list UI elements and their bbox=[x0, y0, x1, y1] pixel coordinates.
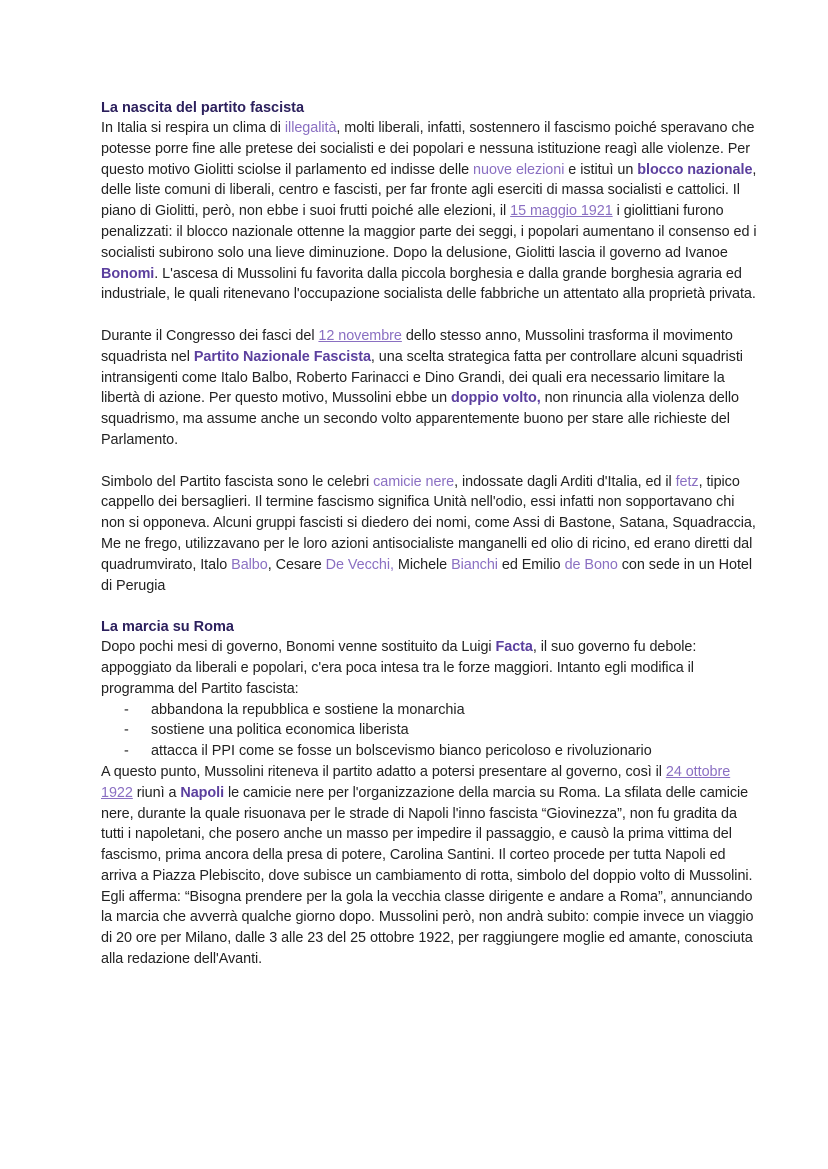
paragraph-gap bbox=[101, 451, 758, 472]
text-run: In Italia si respira un clima di bbox=[101, 120, 285, 136]
list-item: - sostiene una politica economica liberista bbox=[124, 720, 758, 741]
text-run: Dopo pochi mesi di governo, Bonomi venne sostituito da Luigi bbox=[101, 639, 496, 656]
paragraph-gap bbox=[101, 596, 758, 617]
text-run: Durante il Congresso dei fasci del bbox=[101, 327, 319, 344]
text-run: ed Emilio bbox=[497, 556, 565, 573]
text-run: , una scelta strategica fatta per controllare alcuni squadristi intransigenti come Italo Balbo, Roberto Farinacci e Dino Grandi, dei quali era necessario limitare la libertà di azione. Per questo motivo, Mussolini ebbe un bbox=[101, 348, 743, 407]
keyword-fetz: fetz bbox=[675, 473, 699, 490]
text-run: riunì a bbox=[132, 784, 181, 801]
text-run: A questo punto, Mussolini riteneva il partito adatto a potersi presentare al governo, così il bbox=[101, 763, 666, 780]
text-run: e istituì un bbox=[564, 161, 638, 178]
text-run: Simbolo del Partito fascista sono le celebri bbox=[101, 473, 374, 490]
text-run: , tipico cappello dei bersaglieri. Il termine fascismo significa Unità nell'odio, essi infatti non sopportavano chi non si opponeva. Alcuni gruppi fascisti si diedero dei nomi, come Assi di Bastone, Satana, Squadraccia, Me ne frego, utilizzavano per le loro azioni antisocialiste manganelli ed olio di ricino, ed erano diretti dal quadrumvirato, Italo bbox=[101, 473, 756, 573]
section-title-nascita: La nascita del partito fascista bbox=[101, 100, 305, 116]
text-run: , indossate dagli Arditi d'Italia, ed il bbox=[454, 473, 676, 490]
keyword-camicie-nere: camicie nere bbox=[373, 473, 455, 490]
keyword-blocco-nazionale: blocco nazionale bbox=[637, 161, 753, 178]
section-title-marcia: La marcia su Roma bbox=[101, 619, 234, 636]
date-24-ottobre-1922: 24 ottobre 1922 bbox=[101, 763, 731, 801]
keyword-de-vecchi: De Vecchi, bbox=[325, 556, 394, 573]
program-list bbox=[101, 700, 758, 762]
keyword-bonomi: Bonomi bbox=[101, 265, 155, 282]
text-run: le camicie nere per l'organizzazione della marcia su Roma. La sfilata delle camicie nere, durante la quale risuonava per le strade di Napoli l'inno fascista “Giovinezza”, non fu gradita da tutti i napoletani, che posero anche un masso per impedire il passaggio, e causò la prima vittima del fascismo, prima ancora della presa di potere, Carolina Santini. Il corteo procede per tutta Napoli ed arriva a Piazza Plebiscito, dove subisce un cambiamento di rotta, simbolo del doppio volto di Mussolini. Egli afferma: “Bisogna prendere per la gola la vecchia classe dirigente e andare a Roma”, annunciando la marcia che avverrà qualche giorno dopo. Mussolini però, non andrà subito: compie invece un viaggio di 20 ore per Milano, dalle 3 alle 23 del 25 ottobre 1922, per raggiungere moglie ed amante, conosciuta alla redazione dell'Avanti. bbox=[101, 784, 754, 968]
paragraph-nascita-3 bbox=[101, 472, 758, 597]
text-run: non rinuncia alla violenza dello squadrismo, ma assume anche un secondo volto apparentemente buono per stare alle richieste del Parlamento. bbox=[101, 390, 739, 448]
keyword-nuove-elezioni: nuove elezioni bbox=[473, 161, 565, 178]
text-run: , molti liberali, infatti, sostennero il fascismo poiché speravano che potesse porre fine alle pretese dei socialisti e dei popolari e nessuna istituzione reagì alle violenze. Per questo motivo Giolitti sciolse il parlamento ed indisse delle bbox=[101, 120, 755, 178]
text-run: Michele bbox=[393, 556, 452, 573]
text-run: , delle liste comuni di liberali, centro e fascisti, per far fronte agli eserciti di massa socialisti e cattolici. Il piano di Giolitti, però, non ebbe i suoi frutti poiché alle elezioni, il bbox=[101, 161, 757, 220]
keyword-balbo: Balbo bbox=[231, 556, 268, 573]
list-item: - abbandona la repubblica e sostiene la monarchia bbox=[124, 700, 758, 721]
text-run: dello stesso anno, Mussolini trasforma il movimento squadrista nel bbox=[101, 327, 733, 365]
keyword-illegalita: illegalità bbox=[284, 120, 337, 136]
keyword-facta: Facta bbox=[495, 639, 533, 656]
text-run: i giolittiani furono penalizzati: il blocco nazionale ottenne la maggior parte dei seggi, i popolari aumentano il consenso ed i socialisti subirono solo una lieve diminuzione. Dopo la delusione, Giolitti lascia il governo ad Ivanoe bbox=[101, 203, 757, 261]
date-12-novembre: 12 novembre bbox=[318, 327, 402, 344]
list-item: - attacca il PPI come se fosse un bolscevismo bianco pericoloso e rivoluzionario bbox=[124, 741, 758, 762]
keyword-de-bono: de Bono bbox=[564, 556, 618, 573]
keyword-napoli: Napoli bbox=[180, 784, 225, 801]
paragraph-nascita-2 bbox=[101, 326, 758, 451]
text-run: . L'ascesa di Mussolini fu favorita dalla piccola borghesia e dalla grande borghesia agraria ed industriale, le quali ritenevano l'occupazione socialista delle fabbriche un attentato alla proprietà privata. bbox=[101, 265, 756, 303]
text-run: con sede in un Hotel di Perugia bbox=[101, 556, 752, 594]
paragraph-marcia-2 bbox=[101, 762, 758, 970]
paragraph-nascita-1 bbox=[101, 118, 758, 305]
paragraph-marcia-1 bbox=[101, 637, 758, 699]
keyword-doppio-volto: doppio volto, bbox=[450, 390, 541, 407]
paragraph-gap bbox=[101, 305, 758, 326]
text-run: , il suo governo fu debole: appoggiato da liberali e popolari, c'era poca intesa tra le forze maggiori. Intanto egli modifica il programma del Partito fascista: bbox=[101, 639, 697, 697]
text-run: , Cesare bbox=[267, 556, 326, 573]
keyword-bianchi: Bianchi bbox=[451, 556, 498, 573]
keyword-partito-nazionale-fascista: Partito Nazionale Fascista bbox=[193, 348, 371, 365]
date-15-maggio-1921: 15 maggio 1921 bbox=[510, 203, 613, 220]
